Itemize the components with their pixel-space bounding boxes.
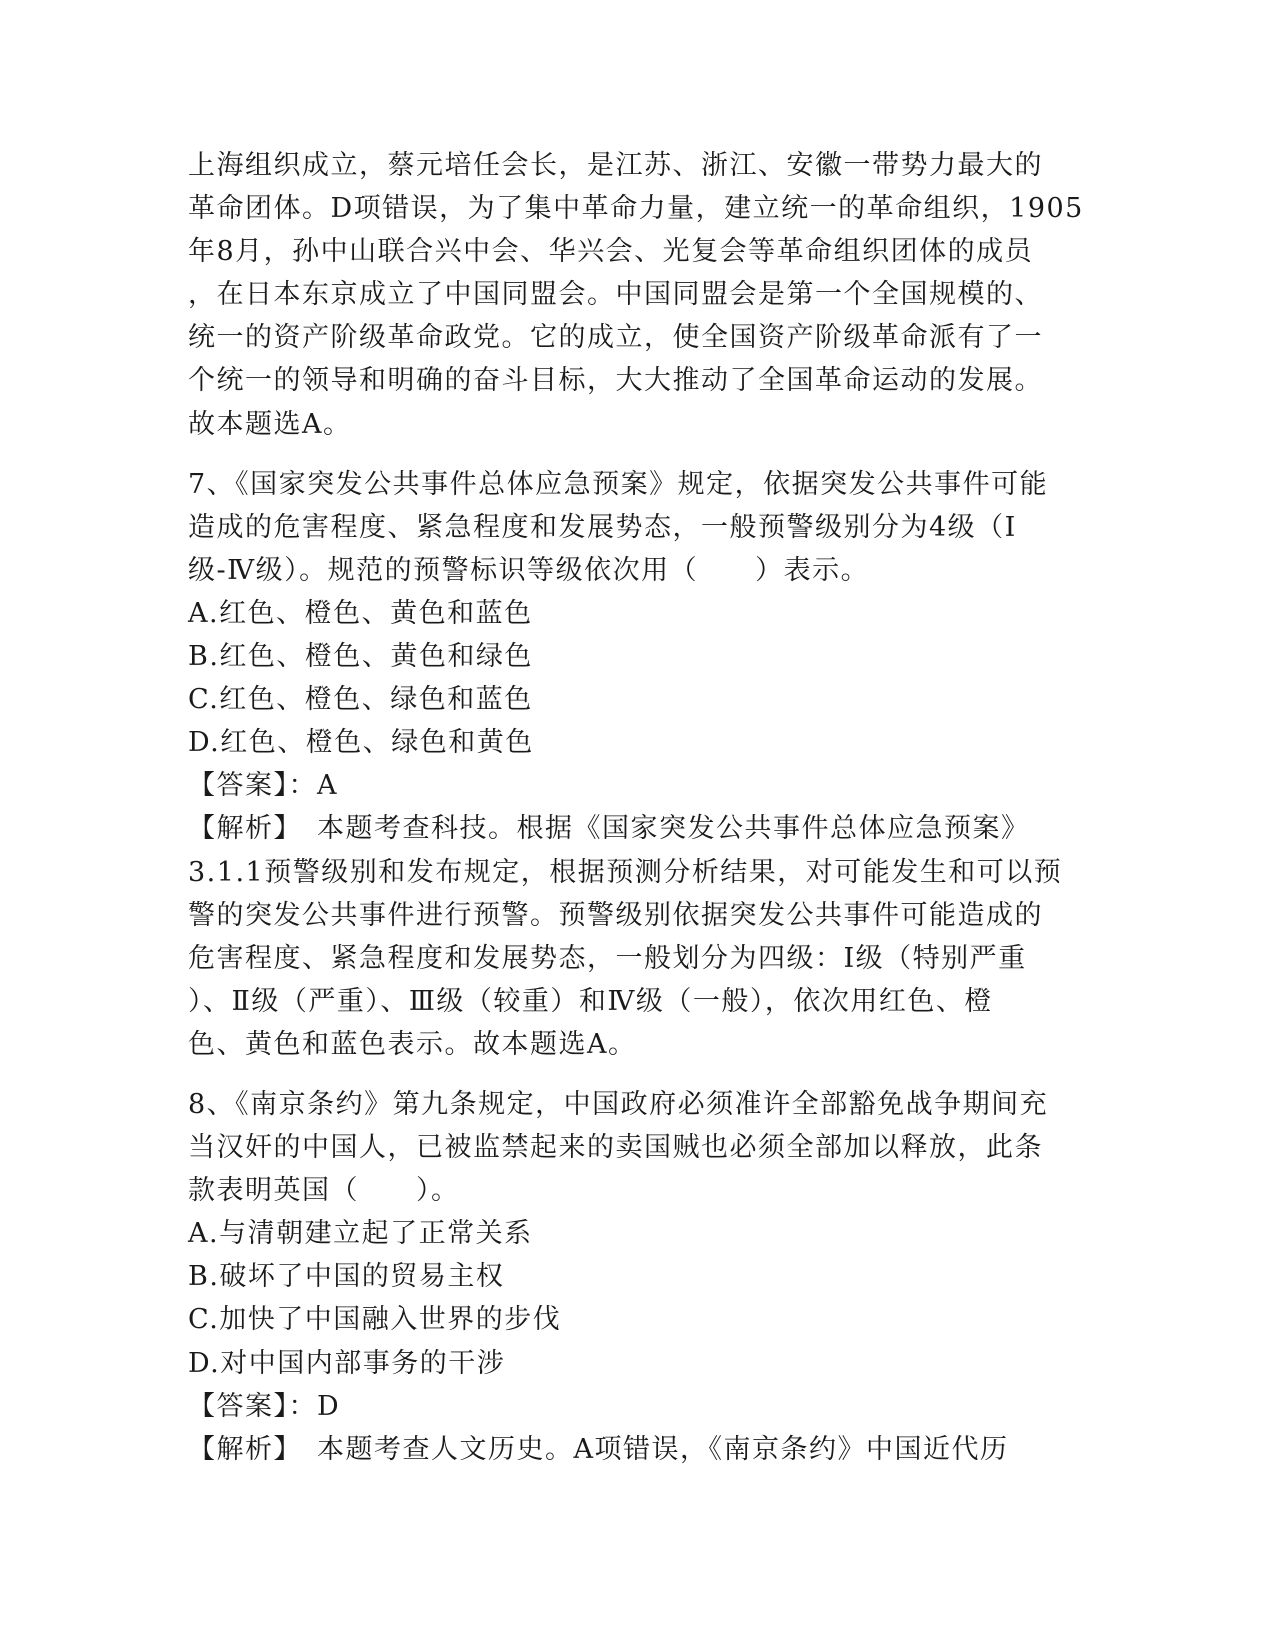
text-line: 年8月，孙中山联合兴中会、华兴会、光复会等革命组织团体的成员 [188,236,1034,268]
text-line: 【解析】 本题考查人文历史。A项错误，《南京条约》中国近代历 [188,1433,1009,1465]
text-line: 警的突发公共事件进行预警。预警级别依据突发公共事件可能造成的 [188,899,1043,931]
question-7 [188,463,1088,1066]
text-line: 个统一的领导和明确的奋斗目标，大大推动了全国革命运动的发展。 [188,365,1043,397]
text-line: 款表明英国（ ）。 [188,1175,460,1207]
text-line: 造成的危害程度、紧急程度和发展势态，一般预警级别分为4级（Ⅰ [188,511,1017,543]
document-page [188,144,1088,1471]
option-d: D.红色、橙色、绿色和黄色 [188,727,534,759]
intro-paragraph [188,144,1088,446]
text-line: 7、《国家突发公共事件总体应急预案》规定，依据突发公共事件可能 [188,468,1049,500]
option-d: D.对中国内部事务的干涉 [188,1347,506,1379]
question-7-options [188,592,1088,764]
question-7-analysis [188,807,1088,1066]
option-c: C.红色、橙色、绿色和蓝色 [188,684,533,716]
question-8-analysis [188,1428,1088,1471]
option-b: B.红色、橙色、黄色和绿色 [188,641,533,673]
text-line: 危害程度、紧急程度和发展势态，一般划分为四级：Ⅰ级（特别严重 [188,942,1027,974]
option-c: C.加快了中国融入世界的步伐 [188,1304,562,1336]
answer-line: 【答案】：A [188,770,338,802]
option-a: A.与清朝建立起了正常关系 [188,1218,533,1250]
text-line: 革命团体。D项错误，为了集中革命力量，建立统一的革命组织，1905 [188,193,1084,225]
text-line: 色、黄色和蓝色表示。故本题选A。 [188,1028,637,1060]
text-line: 上海组织成立，蔡元培任会长，是江苏、浙江、安徽一带势力最大的 [188,150,1043,181]
option-a: A.红色、橙色、黄色和蓝色 [188,597,533,629]
text-line: 级-Ⅳ级）。规范的预警标识等级依次用（ ）表示。 [188,554,870,586]
text-line: 3.1.1预警级别和发布规定，根据预测分析结果，对可能发生和可以预 [188,856,1063,888]
question-8-options [188,1212,1088,1384]
text-line: 8、《南京条约》第九条规定，中国政府必须准许全部豁免战争期间充 [188,1088,1049,1120]
text-line: 故本题选A。 [188,408,352,440]
paragraph-gap [188,1066,1088,1083]
text-line: 当汉奸的中国人，已被监禁起来的卖国贼也必须全部加以释放，此条 [188,1132,1043,1164]
text-line: ）、Ⅱ级（严重）、Ⅲ级（较重）和Ⅳ级（一般），依次用红色、橙 [188,985,993,1017]
paragraph-gap [188,446,1088,463]
option-b: B.破坏了中国的贸易主权 [188,1261,505,1293]
text-line: 【解析】 本题考查科技。根据《国家突发公共事件总体应急预案》 [188,813,1030,845]
answer-line: 【答案】：D [188,1390,341,1422]
text-line: ，在日本东京成立了中国同盟会。中国同盟会是第一个全国规模的、 [188,279,1043,311]
question-8 [188,1083,1088,1471]
text-line: 统一的资产阶级革命政党。它的成立，使全国资产阶级革命派有了一 [188,322,1043,354]
question-7-stem [188,463,1088,592]
question-8-stem [188,1083,1088,1212]
